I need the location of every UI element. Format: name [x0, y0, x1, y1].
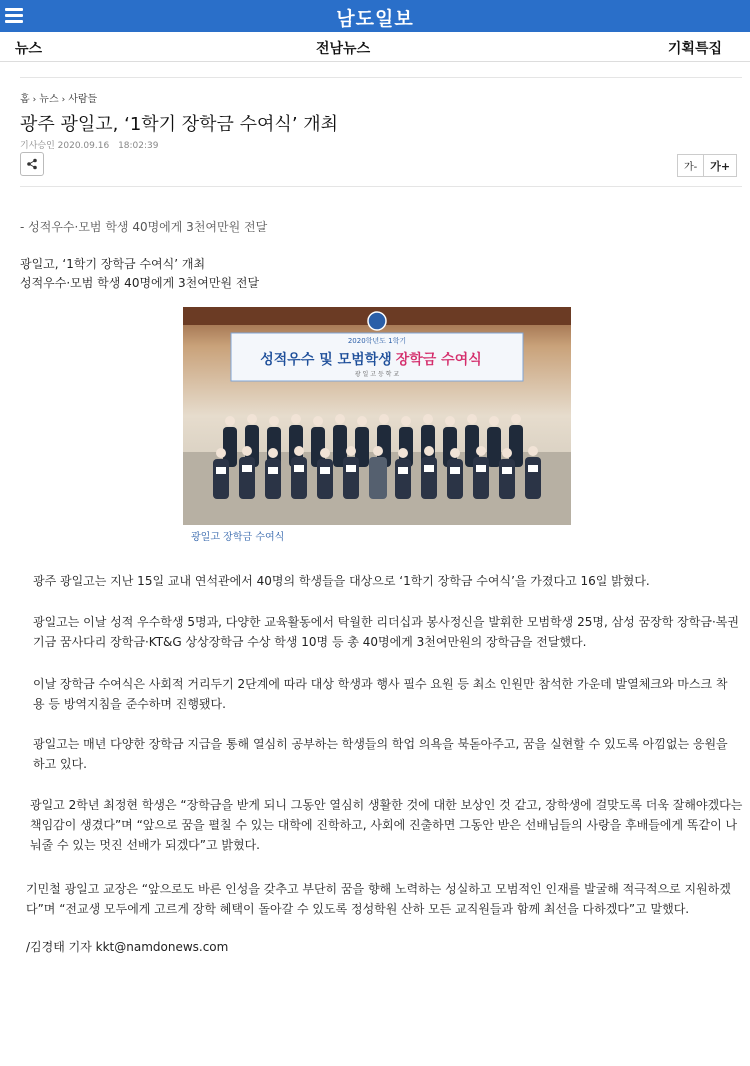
breadcrumb-people[interactable]: 사람들 — [68, 94, 98, 105]
top-bar — [0, 0, 750, 32]
article-paragraph: 광일고 2학년 최정현 학생은 “장학금을 받게 되니 그동안 열심히 생활한 것에 대한 보상인 것 같고, 장학생에 걸맞도록 더욱 잘해야겠다는 책임감이 생겼다”며 “앞으로 꿈을 펼칠 수 있는 대학에 진학하고, 사회에 진출하면 그동안 받은 선배님들의 사랑을 후배들에게 똑같이 나눠줄 수 있는 멋진 선배가 되겠다”고 밝혔다. — [30, 798, 743, 852]
article-byline: /김경태 기자 kkt@namdonews.com — [26, 940, 229, 954]
banner-small-text: 2020학년도 1학기 — [347, 337, 407, 345]
chevron-right-icon: › — [32, 95, 37, 105]
share-button[interactable] — [20, 152, 44, 176]
breadcrumb — [20, 90, 97, 105]
nav-item-jeonnam-news[interactable]: 전남뉴스 — [316, 41, 371, 57]
article-paragraph: 광일고는 매년 다양한 장학금 지급을 통해 열심히 공부하는 학생들의 학업 의욕을 북돋아주고, 꿈을 실현할 수 있도록 아낌없는 응원을 하고 있다. — [33, 737, 728, 771]
article-paragraph: 이날 장학금 수여식은 사회적 거리두기 2단계에 따라 대상 학생과 행사 필수 요원 등 최소 인원만 참석한 가운데 발열체크와 마스크 착용 등 방역지침을 준수하며 진행됐다. — [33, 677, 728, 711]
article-lead — [20, 255, 259, 293]
article-subtitle: - 성적우수·모범 학생 40명에게 3천여만원 전달 — [20, 220, 268, 234]
article-paragraph: 광일고는 이날 성적 우수학생 5명과, 다양한 교육활동에서 탁월한 리더십과 봉사정신을 발휘한 모범학생 25명, 삼성 꿈장학 장학금·복권기금 꿈사다리 장학금·KT&G 상상장학금 수상 학생 10명 등 총 40명에게 3천여만원의 장학금을 전달했다. — [33, 615, 739, 649]
meta-label: 기사승인 — [20, 141, 55, 151]
font-smaller-button[interactable]: 가- — [677, 154, 704, 177]
font-larger-button[interactable]: 가+ — [704, 154, 737, 177]
breadcrumb-home[interactable]: 홈 — [20, 94, 30, 105]
nav-item-special[interactable]: 기획특집 — [667, 41, 722, 57]
site-logo[interactable]: 남도일보 — [336, 8, 414, 30]
font-size-controls — [677, 154, 737, 177]
article-title: 광주 광일고, ‘1학기 장학금 수여식’ 개최 — [20, 114, 339, 135]
banner-main-part2: 장학금 수여식 — [395, 352, 482, 368]
meta-date: 2020.09.16 — [57, 141, 110, 151]
nav-item-news[interactable]: 뉴스 — [15, 41, 43, 57]
article-meta — [20, 138, 158, 151]
main-nav — [0, 32, 750, 62]
banner-main-text — [260, 351, 482, 368]
article-paragraph: 기민철 광일고 교장은 “앞으로도 바른 인성을 갖추고 부단히 꿈을 향해 노력하는 성실하고 모범적인 인재를 발굴해 적극적으로 지원하겠다”며 “전교생 모두에게 고르게 장학 혜택이 돌아갈 수 있도록 정성학원 산하 모든 교직원들과 함께 최선을 다하겠다”고 말했다. — [26, 882, 731, 916]
share-icon — [26, 158, 38, 170]
article-paragraph: 광주 광일고는 지난 15일 교내 연석관에서 40명의 학생들을 대상으로 ‘1학기 장학금 수여식’을 가졌다고 16일 밝혔다. — [33, 574, 650, 588]
divider — [20, 77, 742, 78]
banner-main-part1: 성적우수 및 모범학생 — [260, 352, 392, 368]
banner-school-text: 광 일 고 등 학 교 — [354, 371, 400, 378]
ceremony-photo — [183, 307, 571, 525]
breadcrumb-news[interactable]: 뉴스 — [39, 94, 59, 105]
lead-line: 광일고, ‘1학기 장학금 수여식’ 개최 — [20, 257, 206, 271]
lead-line: 성적우수·모범 학생 40명에게 3천여만원 전달 — [20, 276, 260, 290]
divider — [20, 186, 742, 187]
meta-time: 18:02:39 — [118, 141, 159, 151]
article-photo[interactable] — [183, 307, 571, 525]
photo-caption: 광일고 장학금 수여식 — [191, 532, 285, 543]
chevron-right-icon: › — [61, 95, 66, 105]
